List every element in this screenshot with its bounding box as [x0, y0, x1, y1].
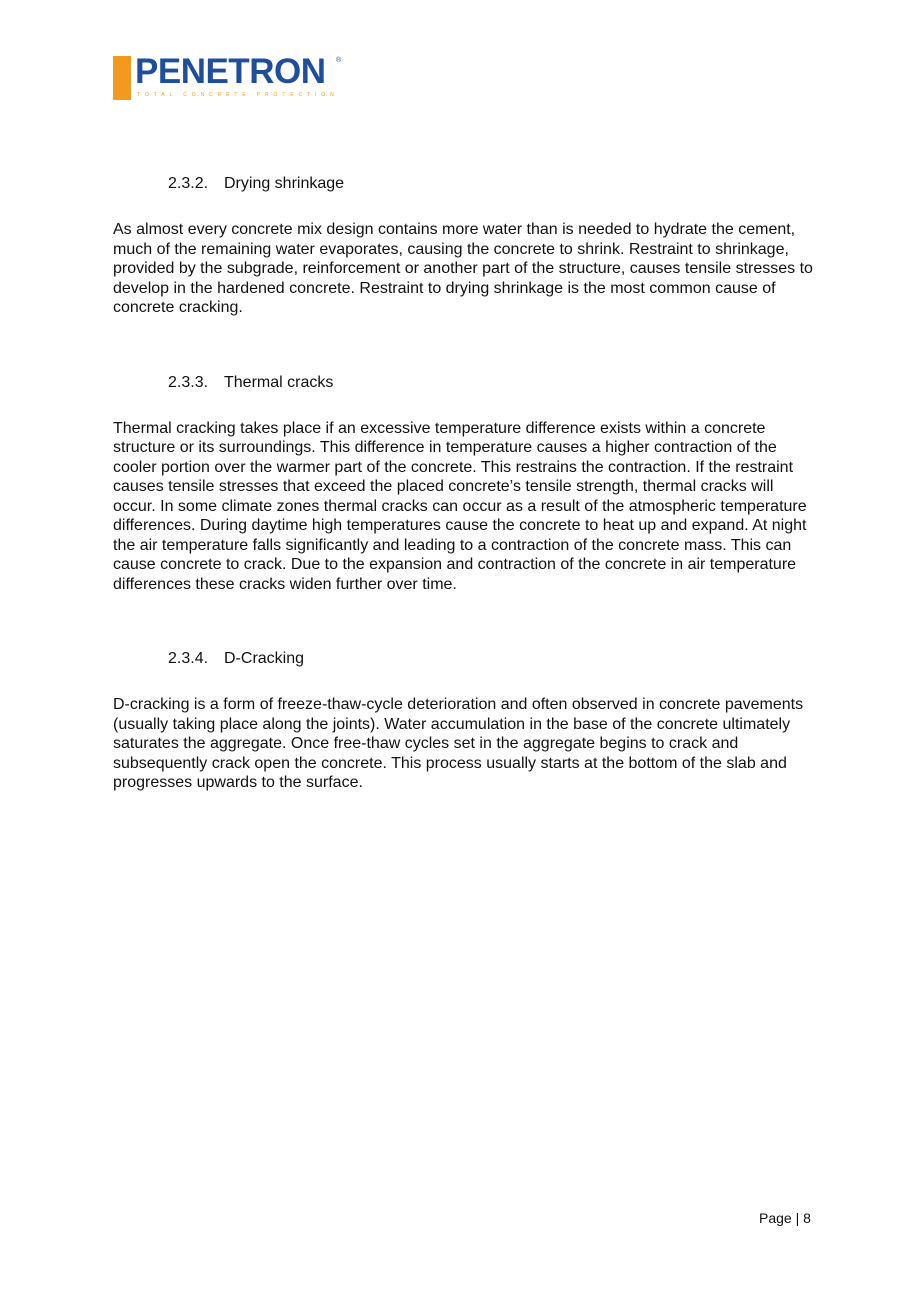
section-number: 2.3.3.	[168, 373, 209, 391]
document-body	[113, 174, 813, 793]
section-number: 2.3.2.	[168, 175, 209, 192]
section-heading	[168, 373, 813, 393]
logo-orange-bar	[113, 56, 131, 100]
section-paragraph: As almost every concrete mix design contains more water than is needed to hydrate the cement, much of the remaining water evaporates, causing the concrete to shrink. Restraint to shrinkage, provided by the subgrade, reinforcement or another part of the structure, causes tensile stresses to develop in the hardened concrete. Restraint to drying shrinkage is the most common cause of concrete cracking.	[113, 221, 813, 316]
section-heading	[168, 174, 813, 194]
section-title: Thermal cracks	[224, 373, 334, 391]
section-paragraph: Thermal cracking takes place if an excessive temperature difference exists within a concrete structure or its surroundings. This difference in temperature causes a higher contraction of the cooler portion over the warmer part of the concrete. This restrains the contraction. If the restraint causes tensile stresses that exceed the placed concrete’s tensile strength, thermal cracks will occur. In some climate zones thermal cracks can occur as a result of the atmospheric temperature differences. During daytime high temperatures cause the concrete to heat up and expand. At night the air temperature falls significantly and leading to a contraction of the concrete mass. This can cause concrete to crack. Due to the expansion and contraction of the concrete in air temperature differences these cracks widen further over time.	[113, 419, 807, 593]
section-title: Drying shrinkage	[224, 175, 345, 192]
logo-tagline: TOTAL CONCRETE PROTECTION	[137, 92, 339, 98]
section-title: D-Cracking	[224, 650, 305, 667]
section-number: 2.3.4.	[168, 650, 209, 667]
logo-registered-mark: ®	[336, 57, 342, 64]
logo-wordmark: PENETRON	[135, 52, 326, 91]
section-d-cracking	[113, 649, 813, 793]
penetron-logo	[113, 52, 353, 102]
section-paragraph: D-cracking is a form of freeze-thaw-cycle deterioration and often observed in concrete pavements (usually taking place along the joints). Water accumulation in the base of the concrete ultimately saturates the aggregate. Once free-thaw cycles set in the aggregate begins to crack and subsequently crack open the concrete. This process usually starts at the bottom of the slab and progresses upwards to the surface.	[113, 696, 804, 791]
page-number: Page | 8	[759, 1210, 811, 1226]
section-heading	[168, 649, 813, 669]
section-thermal-cracks	[113, 373, 813, 595]
section-drying-shrinkage	[113, 174, 813, 318]
